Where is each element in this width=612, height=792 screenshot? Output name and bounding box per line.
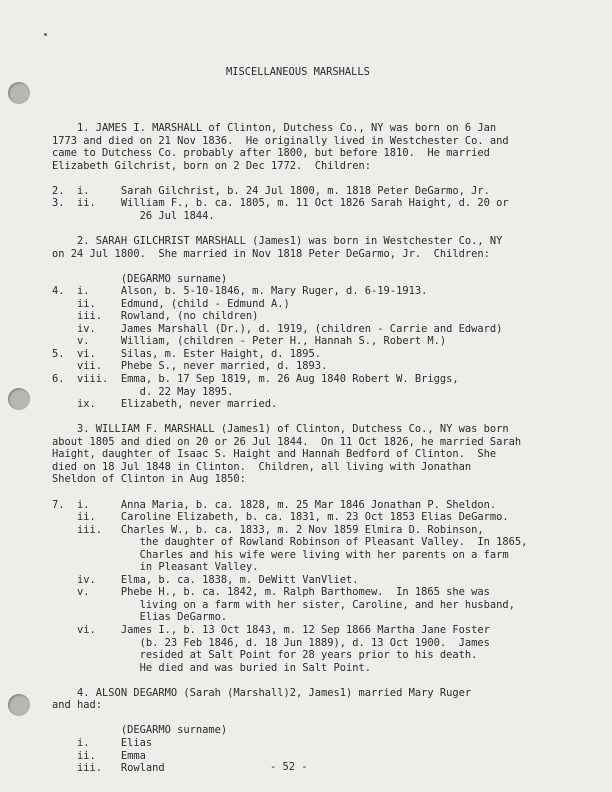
text-line: Elias DeGarmo. [52,611,228,624]
text-line: (b. 23 Feb 1846, d. 18 Jun 1889), d. 13 Oct 1900. James [52,636,490,649]
text-line: 4. ALSON DEGARMO (Sarah (Marshall)2, James1) married Mary Ruger [52,686,472,699]
text-line: 3. WILLIAM F. MARSHALL (James1) of Clinton, Dutchess Co., NY was born [52,423,509,436]
text-line: iii. Charles W., b. ca. 1833, m. 2 Nov 1859 Elmira D. Robinson, [52,523,484,536]
text-line: He died and was buried in Salt Point. [52,661,372,674]
text-line: v. William, (children - Peter H., Hannah S., Robert M.) [52,335,447,348]
text-line: Sheldon of Clinton in Aug 1850: [52,473,246,486]
text-line: ii. Edmund, (child - Edmund A.) [52,297,290,310]
text-line: living on a farm with her sister, Caroline, and her husband, [52,598,515,611]
text-line: Elizabeth Gilchrist, born on 2 Dec 1772. Children: [52,159,372,172]
page-title: MISCELLANEOUS MARSHALLS [226,66,370,78]
text-line: 26 Jul 1844. [52,209,215,222]
text-line: Charles and his wife were living with her parents on a farm [52,548,509,561]
text-line: ii. Caroline Elizabeth, b. ca. 1831, m. 23 Oct 1853 Elias DeGarmo. [52,511,509,524]
text-line: 5. vi. Silas, m. Ester Haight, d. 1895. [52,347,321,360]
text-line: 2. i. Sarah Gilchrist, b. 24 Jul 1800, m. 1818 Peter DeGarmo, Jr. [52,184,490,197]
text-line: 2. SARAH GILCHRIST MARSHALL (James1) was born in Westchester Co., NY [52,234,503,247]
text-line: and had: [52,699,103,712]
text-line: died on 18 Jul 1848 in Clinton. Children, all living with Jonathan [52,460,472,473]
text-line: 1773 and died on 21 Nov 1836. He originally lived in Westchester Co. and [52,134,509,147]
text-line: d. 22 May 1895. [52,385,234,398]
text-line: iii. Rowland [52,762,165,775]
text-line: vii. Phebe S., never married, d. 1893. [52,360,328,373]
text-line: iv. Elma, b. ca. 1838, m. DeWitt VanVliet. [52,573,359,586]
text-line: 3. ii. William F., b. ca. 1805, m. 11 Oct 1826 Sarah Haight, d. 20 or [52,197,509,210]
text-line: 7. i. Anna Maria, b. ca. 1828, m. 25 Mar 1846 Jonathan P. Sheldon. [52,498,497,511]
text-line: iv. James Marshall (Dr.), d. 1919, (children - Carrie and Edward) [52,322,503,335]
text-line: v. Phebe H., b. ca. 1842, m. Ralph Barthomew. In 1865 she was [52,586,490,599]
text-line: about 1805 and died on 20 or 26 Jul 1844. On 11 Oct 1826, he married Sarah [52,435,522,448]
page-number: - 52 - [270,761,308,773]
text-line: on 24 Jul 1800. She married in Nov 1818 Peter DeGarmo, Jr. Children: [52,247,490,260]
text-line: 4. i. Alson, b. 5-10-1846, m. Mary Ruger, d. 6-19-1913. [52,285,428,298]
text-line: ii. Emma [52,749,146,762]
text-line: the daughter of Rowland Robinson of Pleasant Valley. In 1865, [52,536,528,549]
text-line: ix. Elizabeth, never married. [52,398,278,411]
text-line: vi. James I., b. 13 Oct 1843, m. 12 Sep 1866 Martha Jane Foster [52,624,490,636]
text-line: 1. JAMES I. MARSHALL of Clinton, Dutchess Co., NY was born on 6 Jan [52,122,497,134]
text-line: iii. Rowland, (no children) [52,310,259,323]
text-line: (DEGARMO surname) [52,724,228,737]
text-line: in Pleasant Valley. [52,561,259,574]
text-line: came to Dutchess Co. probably after 1800, but before 1810. He married [52,147,490,160]
text-line: 6. viii. Emma, b. 17 Sep 1819, m. 26 Aug 1840 Robert W. Briggs, [52,373,459,385]
text-line: resided at Salt Point for 28 years prior to his death. [52,649,478,662]
text-line: i. Elias [52,736,153,749]
text-line: (DEGARMO surname) [52,272,228,285]
text-line: Haight, daughter of Isaac S. Haight and Hannah Bedford of Clinton. She [52,448,497,461]
